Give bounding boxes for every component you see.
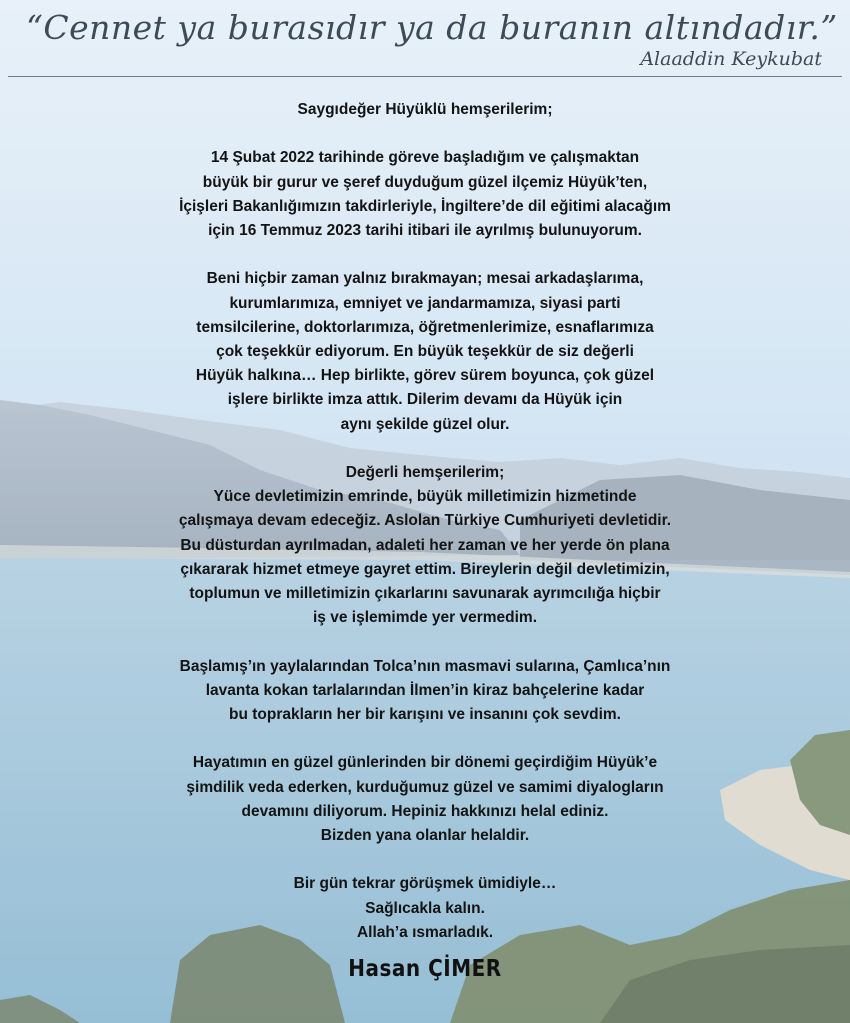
letter-line: bu toprakların her bir karışını ve insanını çok sevdim. [229, 706, 621, 724]
letter-line: çıkararak hizmet etmeye gayret ettim. Bireylerin değil devletimizin, [180, 560, 670, 578]
header-quote: “Cennet ya burasıdır ya da buranın altındadır.” [26, 8, 838, 47]
quote-header [0, 0, 850, 80]
header-divider [8, 76, 842, 77]
letter-line: lavanta kokan tarlalarından İlmen’in kiraz bahçelerine kadar [205, 681, 645, 699]
letter-line: Yüce devletimizin emrinde, büyük milletimizin hizmetinde [213, 488, 637, 506]
letter-line: İçişleri Bakanlığımızın takdirleriyle, İngiltere’de dil eğitimi alacağım [179, 197, 671, 215]
letter-line: Sağlıcakla kalın. [365, 899, 485, 917]
letter-paragraph [0, 98, 850, 122]
letter-line: 14 Şubat 2022 tarihinde göreve başladığım ve çalışmaktan [210, 149, 640, 167]
letter-paragraph [0, 146, 850, 243]
letter-line: iş ve işlemimde yer vermedim. [312, 609, 538, 627]
letter-line: işlere birlikte imza attık. Dilerim devamı da Hüyük için [227, 391, 623, 409]
letter-line: Bu düsturdan ayrılmadan, adaleti her zaman ve her yerde ön plana [180, 536, 670, 554]
letter-line: Hayatımın en güzel günlerinden bir dönemi geçirdiğim Hüyük’e [192, 754, 658, 772]
letter-line: şimdilik veda ederken, kurduğumuz güzel ve samimi diyalogların [186, 778, 664, 796]
signature: Hasan ÇİMER [348, 954, 502, 982]
letter-line: kurumlarımıza, emniyet ve jandarmamıza, siyasi parti [229, 294, 621, 312]
letter-line: Değerli hemşerilerim; [345, 464, 505, 481]
letter-line: Bir gün tekrar görüşmek ümidiyle… [293, 875, 557, 893]
quote-author: Alaaddin Keykubat [640, 48, 822, 70]
letter-line: devamını diliyorum. Hepiniz hakkınızı helal ediniz. [241, 802, 609, 820]
letter-line: çalışmaya devam edeceğiz. Aslolan Türkiye Cumhuriyeti devletidir. [178, 512, 672, 530]
letter-paragraph [0, 655, 850, 728]
letter-paragraph [0, 872, 850, 945]
letter-line: Beni hiçbir zaman yalnız bırakmayan; mesai arkadaşlarıma, [206, 270, 644, 288]
letter-line: toplumun ve milletimizin çıkarlarını savunarak ayrımcılığa hiçbir [189, 585, 661, 603]
letter-line: Başlamış’ın yaylalarından Tolca’nın masmavi sularına, Çamlıca’nın [179, 657, 671, 675]
letter-paragraph [0, 267, 850, 436]
letter-line: Allah’a ısmarladık. [356, 923, 494, 941]
letter-line: Bizden yana olanlar helaldir. [320, 827, 530, 845]
letter-line: için 16 Temmuz 2023 tarihi itibari ile ayrılmış bulunuyorum. [208, 222, 642, 239]
letter-paragraph [0, 461, 850, 630]
letter-line: çok teşekkür ediyorum. En büyük teşekkür de siz değerli [216, 343, 634, 360]
letter-line: Saygıdeğer Hüyüklü hemşerilerim; [297, 101, 553, 118]
letter-line: temsilcilerine, doktorlarımıza, öğretmenlerimize, esnaflarımıza [196, 318, 654, 336]
letter-line: Hüyük halkına… Hep birlikte, görev sürem boyunca, çok güzel [195, 367, 655, 385]
farewell-letter [0, 98, 850, 969]
letter-line: aynı şekilde güzel olur. [340, 415, 510, 433]
letter-paragraph [0, 751, 850, 848]
letter-line: büyük bir gurur ve şeref duyduğum güzel ilçemiz Hüyük’ten, [202, 173, 648, 191]
